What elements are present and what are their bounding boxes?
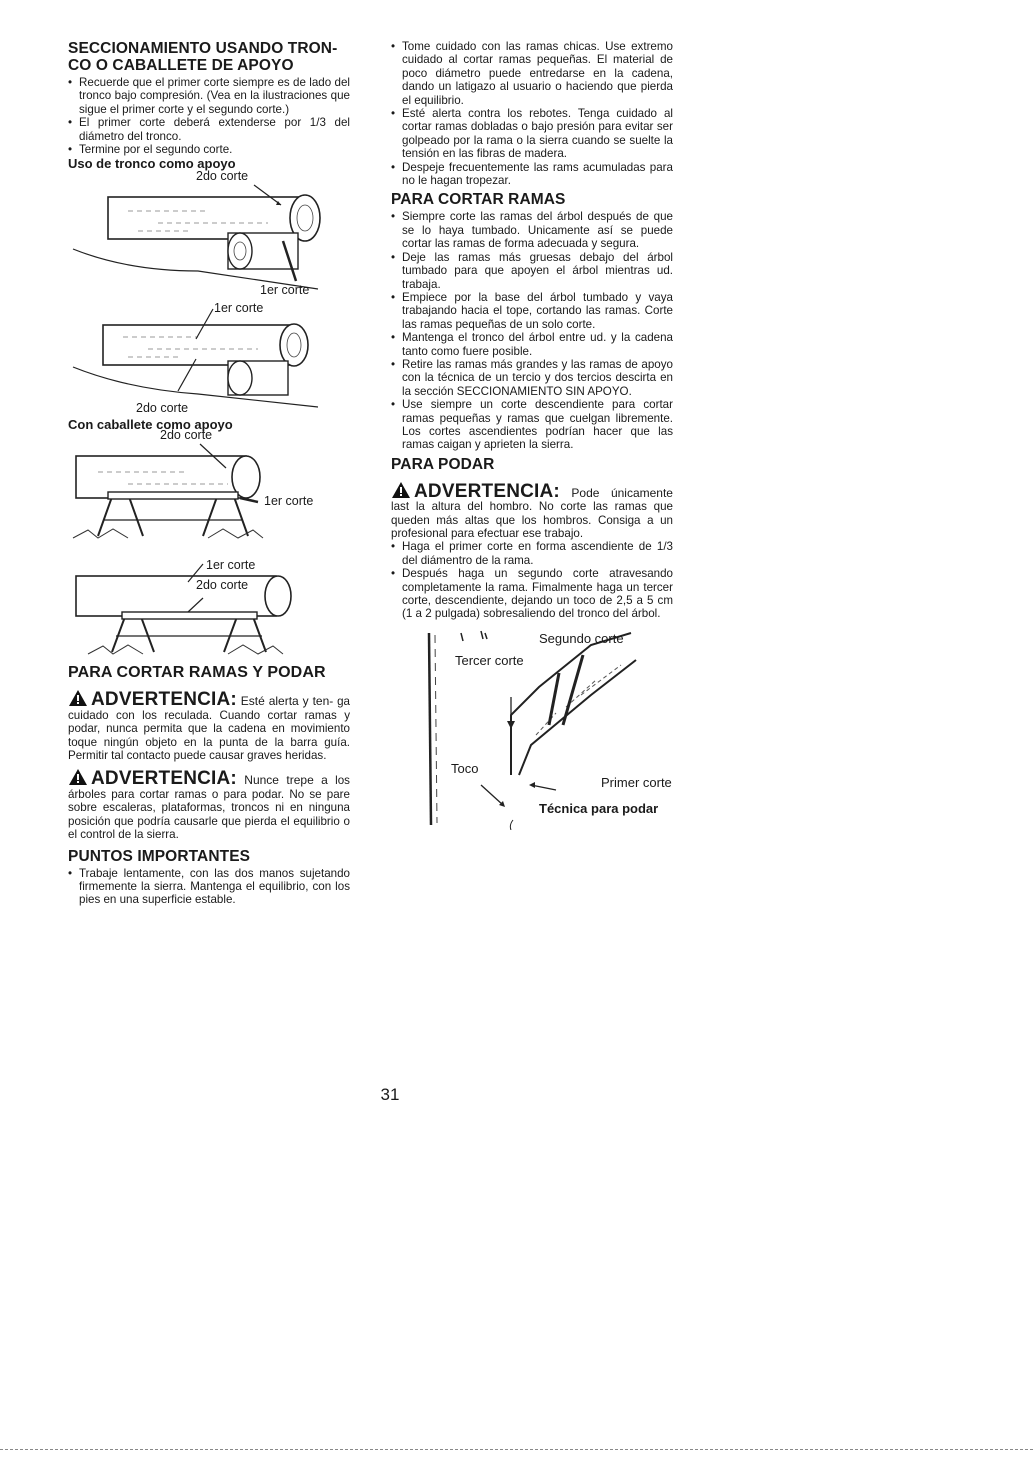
list-item: • Retire las ramas más grandes y las ramas de apoyo con la técnica de un tercio y dos tercios descirta en la sección SECCIONAMIENTO SIN APOYO. (391, 358, 673, 398)
label-first-cut: 1er corte (206, 558, 256, 573)
list-item: • Mantenga el tronco del árbol entre ud. y la cadena tanto como fuere posible. (391, 331, 673, 358)
sawhorse-illustration (68, 432, 350, 550)
subheading-sawhorse-support: Con caballete como apoyo (68, 417, 233, 433)
warning-heading: ADVERTENCIA: (91, 768, 237, 790)
page-bottom-line (0, 1449, 1033, 1450)
section-title-limbing-pruning: PARA CORTAR RAMAS Y PODAR (68, 664, 326, 682)
log-illustration (68, 299, 350, 417)
warning-kickback (68, 689, 350, 762)
important-bullets (68, 867, 350, 907)
warning-body: los árboles para cortar ramas o para podar. No se pare sobre escaleras, plataformas, troncos ni en ninguna posición que podría causarle que pierda el equilibrio o el control de la sierra. (68, 774, 350, 842)
figure-log-support-b (68, 299, 350, 417)
list-item: • Termine por el segundo corte. (68, 143, 350, 156)
label-first-cut: 1er corte (264, 494, 314, 509)
warning-lead: Esté alerta y ten- (240, 694, 334, 709)
list-item: • Deje las ramas más gruesas debajo del árbol tumbado para que apoyen el árbol mientras ud. trabaja. (391, 251, 673, 291)
list-item: • Después haga un segundo corte atravesando completamente la rama. Fimalmente haga un tercer corte, descendiente, dejando un toco de 2,5 a 5 cm (1 a 2 pulgada) sobresaliendo del tronco del árbol. (391, 567, 673, 621)
list-item: • Despeje frecuentemente las rams acumuladas para no le hagan tropezar. (391, 161, 673, 188)
warning-lead: Nunce trepe a (244, 773, 328, 788)
page-number: 31 (380, 1085, 400, 1104)
limbing-bullets (391, 210, 673, 451)
label-stub: Toco (451, 760, 479, 776)
label-first-cut: 1er corte (260, 283, 310, 298)
list-item: • El primer corte deberá extenderse por 1/3 del diámetro del tronco. (68, 116, 350, 143)
section-title-important-points: PUNTOS IMPORTANTES (68, 847, 251, 865)
figure-sawhorse-a (68, 428, 350, 550)
list-item: • Use siempre un corte descendiente para cortar ramas pequeñas y ramas que cuelgan libremente. Los cortes ascendientes podrían hacer que las ramas caigan y aprieten la sierra. (391, 398, 673, 452)
warning-lead: Pode únicamente (571, 485, 673, 500)
label-second-cut: Segundo corte (539, 630, 624, 646)
figure-pruning-technique (391, 625, 673, 830)
subheading-log-support: Uso de tronco como apoyo (68, 156, 236, 172)
warning-climbing (68, 768, 350, 841)
log-illustration (68, 171, 350, 299)
warning-icon (68, 689, 88, 707)
list-item: • Esté alerta contra los rebotes. Tenga cuidado al cortar ramas dobladas o bajo presión para evitar ser golpeado por la rama o la sierra cuando se suelte la tensión en las fibras de madera. (391, 107, 673, 161)
label-second-cut: 2do corte (196, 169, 249, 184)
right-column (391, 40, 673, 830)
warning-body: last la altura del hombro. No corte las ramas que queden más altas que los hombros. Consiga a un profesional para efectuar ese trabajo. (391, 500, 673, 540)
label-first-cut: Primer corte (601, 774, 672, 790)
list-item: • Recuerde que el primer corte siempre es de lado del tronco bajo compresión. (Vea en la ilustraciones que sigue el primer corte y el segundo corte.) (68, 76, 350, 116)
list-item: • Siempre corte las ramas del árbol después de que se lo haya tumbado. Unicamente así se puede cortar las ramas de forma adecuada y segura. (391, 210, 673, 250)
section-title-bucking: SECCIONAMIENTO USANDO TRON-CO O CABALLETE DE APOYO (68, 40, 338, 74)
bucking-bullets (68, 76, 350, 156)
figure-sawhorse-b (68, 550, 350, 662)
warning-body: ga cuidado con los reculada. Cuando cortar ramas y podar, nunca permita que la cadena en movimiento toque ningún objeto en la punta de la barra guía. Permitir tal contacto puede causar graves heridas. (68, 695, 350, 763)
section-title-limbing: PARA CORTAR RAMAS (391, 191, 566, 209)
warning-icon (68, 768, 88, 786)
caution-bullets (391, 40, 673, 187)
warning-heading: ADVERTENCIA: (91, 689, 237, 711)
left-column (68, 40, 350, 907)
label-second-cut: 2do corte (136, 401, 189, 416)
list-item: • Trabaje lentamente, con las dos manos sujetando firmemente la sierra. Mantenga el equilibrio, con los pies en una superficie estable. (68, 867, 350, 907)
label-second-cut: 2do corte (196, 578, 249, 593)
list-item: • Haga el primer corte en forma ascendiente de 1/3 del diámentro de la rama. (391, 540, 673, 567)
warning-shoulder-height (391, 481, 673, 541)
list-item: • Tome cuidado con las ramas chicas. Use extremo cuidado al cortar ramas pequeñas. El material de poco diámetro puede entredarse en la cadena, dando un latigazo al usuario o haciendo que pierda el equilibrio. (391, 40, 673, 107)
pruning-illustration (391, 625, 673, 830)
label-third-cut: Tercer corte (455, 652, 524, 668)
figure-caption: Técnica para podar (539, 800, 659, 816)
list-item: • Empiece por la base del árbol tumbado y vaya trabajando hacia el tope, cortando las ramas. Corte las ramas pequeñas de un solo corte. (391, 291, 673, 331)
pruning-bullets (391, 540, 673, 620)
label-first-cut: 1er corte (214, 301, 264, 316)
figure-log-support-a (68, 171, 350, 299)
label-second-cut: 2do corte (160, 428, 213, 443)
warning-heading: ADVERTENCIA: (414, 480, 560, 502)
warning-icon (391, 481, 411, 499)
section-title-pruning: PARA PODAR (391, 455, 495, 473)
